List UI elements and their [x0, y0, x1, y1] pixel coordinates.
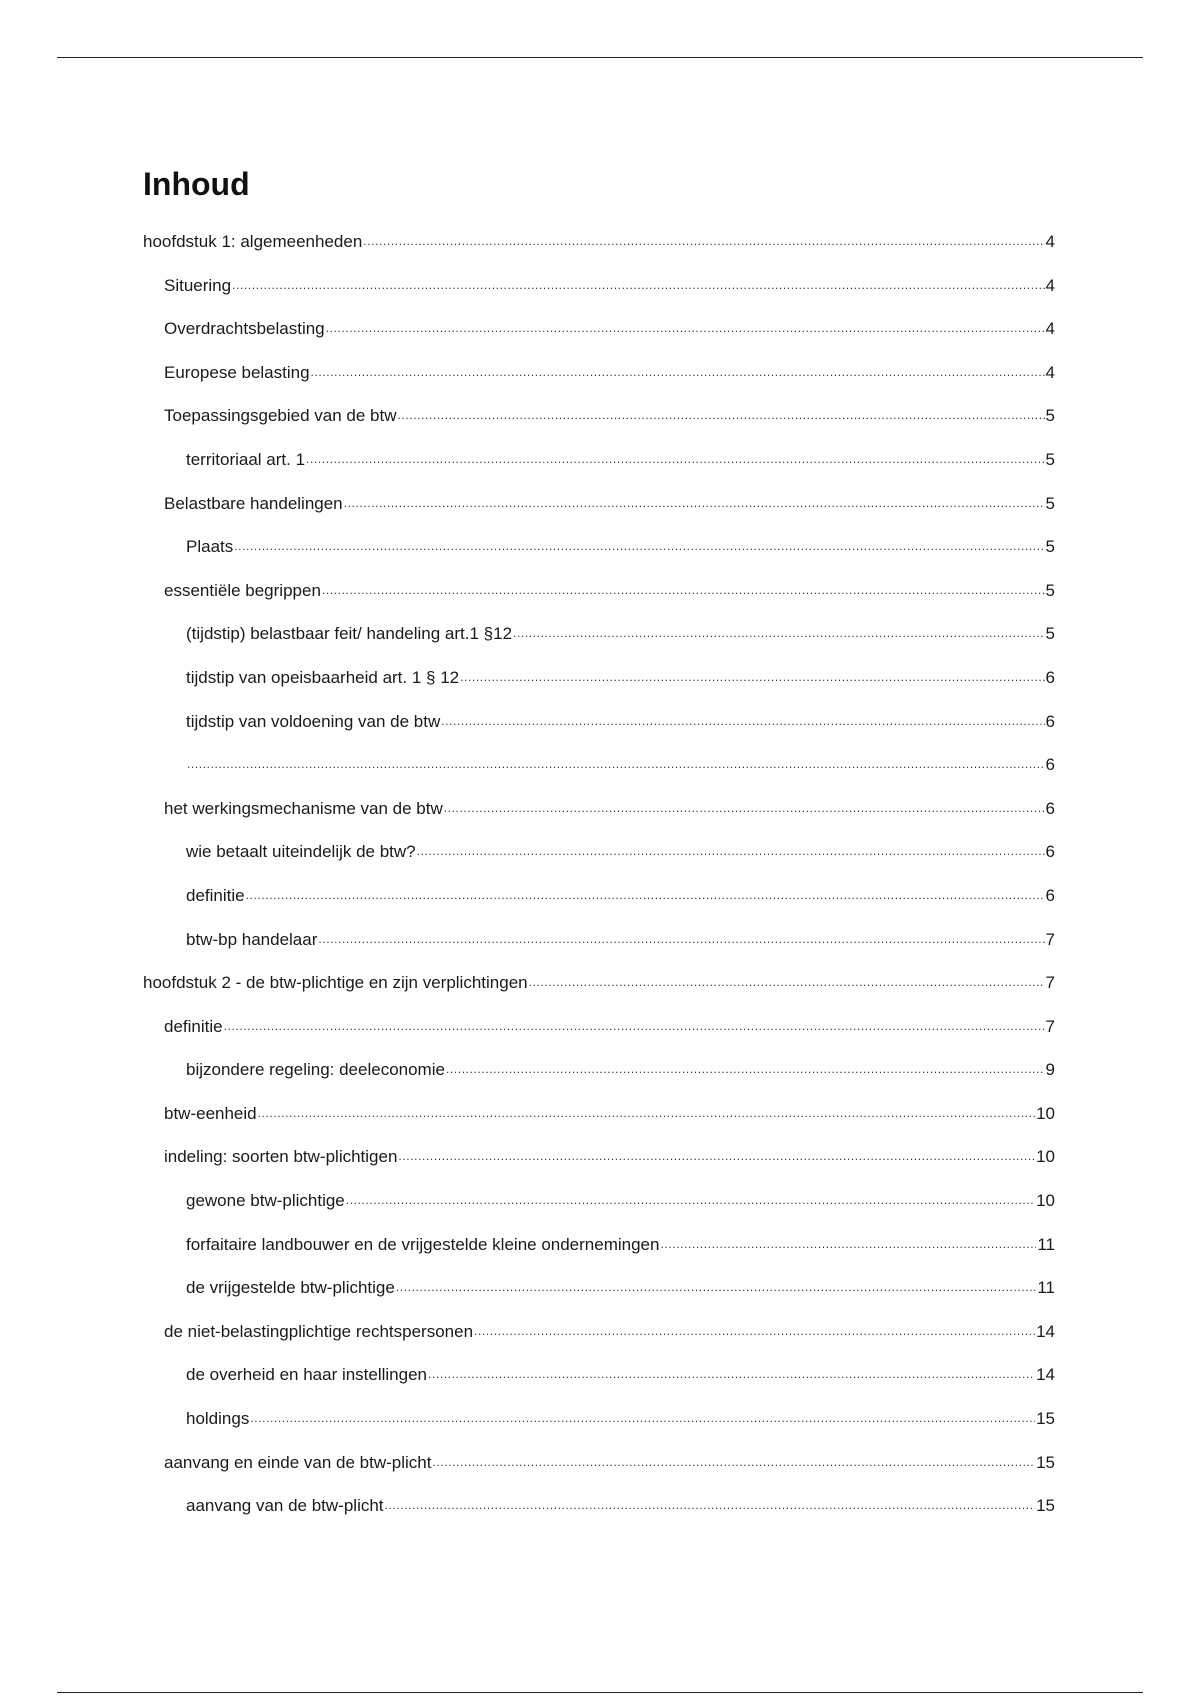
toc-entry[interactable] — [143, 751, 1055, 795]
toc-entry-page-number: 4 — [1045, 232, 1055, 251]
toc-entry-page-number: 5 — [1045, 580, 1055, 600]
toc-entry[interactable] — [143, 620, 1055, 664]
toc-entry-label: de vrijgestelde btw-plichtige — [186, 1278, 395, 1298]
toc-entry[interactable] — [143, 795, 1055, 839]
toc-entry[interactable] — [143, 1449, 1055, 1493]
toc-entry[interactable] — [143, 577, 1055, 621]
toc-dot-leader — [385, 1490, 1036, 1519]
toc-entry-label: aanvang en einde van de btw-plicht — [164, 1452, 432, 1472]
toc-entry-label: aanvang van de btw-plicht — [186, 1496, 384, 1516]
toc-entry-page-number: 5 — [1045, 537, 1055, 557]
toc-entry-page-number: 10 — [1036, 1103, 1055, 1123]
toc-entry[interactable] — [143, 446, 1055, 490]
toc-entry-page-number: 11 — [1037, 1234, 1055, 1254]
toc-dot-leader — [258, 1098, 1035, 1127]
toc-entry[interactable] — [143, 969, 1055, 1013]
toc-entry-label: Overdrachtsbelasting — [164, 319, 325, 339]
toc-dot-leader — [396, 1272, 1037, 1301]
toc-entry-label: het werkingsmechanisme van de btw — [164, 798, 443, 818]
page-title: Inhoud — [143, 166, 250, 202]
toc-entry-label: Belastbare handelingen — [164, 493, 343, 513]
toc-dot-leader — [346, 1185, 1035, 1214]
toc-entry-page-number: 7 — [1045, 1016, 1055, 1036]
toc-entry-page-number: 5 — [1045, 624, 1055, 644]
toc-dot-leader — [224, 1011, 1045, 1040]
toc-dot-leader — [441, 706, 1044, 735]
toc-entry-page-number: 4 — [1045, 362, 1055, 382]
toc-entry-page-number: 4 — [1045, 275, 1055, 295]
toc-entry[interactable] — [143, 1143, 1055, 1187]
toc-entry-label: wie betaalt uiteindelijk de btw? — [186, 842, 416, 862]
toc-entry-label: Toepassingsgebied van de btw — [164, 406, 397, 426]
toc-entry-label: holdings — [186, 1409, 250, 1429]
toc-entry-label: tijdstip van opeisbaarheid art. 1 § 12 — [186, 667, 460, 687]
toc-entry[interactable] — [143, 228, 1055, 272]
toc-dot-leader — [326, 313, 1045, 342]
toc-entry-label: Europese belasting — [164, 362, 310, 382]
toc-entry-page-number: 9 — [1045, 1060, 1055, 1080]
toc-entry[interactable] — [143, 1492, 1055, 1536]
toc-entry-label: bijzondere regeling: deeleconomie — [186, 1060, 445, 1080]
toc-entry[interactable] — [143, 926, 1055, 970]
toc-entry-label: definitie — [164, 1016, 223, 1036]
toc-entry-page-number: 6 — [1045, 885, 1055, 905]
toc-dot-leader — [446, 1054, 1045, 1083]
toc-dot-leader — [428, 1359, 1035, 1388]
toc-dot-leader — [417, 836, 1045, 865]
toc-entry-page-number: 6 — [1045, 842, 1055, 862]
toc-entry-label: definitie — [186, 885, 245, 905]
toc-entry[interactable] — [143, 1100, 1055, 1144]
toc-entry-label: forfaitaire landbouwer en de vrijgestelde kleine ondernemingen — [186, 1234, 660, 1254]
footer-rule — [57, 1692, 1143, 1693]
toc-entry-page-number: 7 — [1045, 973, 1055, 993]
toc-entry[interactable] — [143, 838, 1055, 882]
toc-dot-leader — [250, 1403, 1035, 1432]
toc-dot-leader — [398, 1141, 1035, 1170]
toc-dot-leader — [311, 357, 1045, 386]
table-of-contents — [143, 228, 1055, 1536]
toc-entry[interactable] — [143, 315, 1055, 359]
toc-entry-page-number: 6 — [1045, 755, 1055, 775]
toc-entry[interactable] — [143, 272, 1055, 316]
toc-entry[interactable] — [143, 490, 1055, 534]
toc-entry-label: Plaats — [186, 537, 234, 557]
toc-entry-page-number: 15 — [1036, 1452, 1055, 1472]
toc-entry-label: de niet-belastingplichtige rechtspersonen — [164, 1321, 474, 1341]
toc-dot-leader — [363, 226, 1044, 255]
toc-dot-leader — [318, 924, 1044, 953]
toc-dot-leader — [529, 967, 1045, 996]
toc-dot-leader — [460, 662, 1044, 691]
toc-entry-label: essentiële begrippen — [164, 580, 321, 600]
toc-entry-label: btw-eenheid — [164, 1103, 257, 1123]
toc-entry-page-number: 15 — [1036, 1409, 1055, 1429]
toc-dot-leader — [306, 444, 1044, 473]
toc-entry-page-number: 5 — [1045, 449, 1055, 469]
toc-entry-label: (tijdstip) belastbaar feit/ handeling art.1 §12 — [186, 624, 513, 644]
toc-dot-leader — [513, 618, 1045, 647]
toc-entry[interactable] — [143, 1013, 1055, 1057]
toc-entry[interactable] — [143, 1405, 1055, 1449]
toc-entry[interactable] — [143, 1361, 1055, 1405]
toc-entry-page-number: 6 — [1045, 798, 1055, 818]
toc-entry[interactable] — [143, 1318, 1055, 1362]
toc-entry-page-number: 10 — [1036, 1191, 1055, 1211]
toc-entry-page-number: 7 — [1045, 929, 1055, 949]
toc-dot-leader — [444, 793, 1045, 822]
toc-dot-leader — [474, 1316, 1035, 1345]
toc-dot-leader — [234, 531, 1044, 560]
toc-entry-label: tijdstip van voldoening van de btw — [186, 711, 441, 731]
toc-dot-leader — [344, 488, 1045, 517]
toc-dot-leader — [398, 400, 1045, 429]
toc-entry-page-number: 10 — [1036, 1147, 1055, 1167]
toc-dot-leader — [432, 1447, 1035, 1476]
toc-entry-page-number: 4 — [1045, 319, 1055, 339]
toc-entry-page-number: 6 — [1045, 711, 1055, 731]
toc-entry-label: gewone btw-plichtige — [186, 1191, 345, 1211]
toc-entry[interactable] — [143, 708, 1055, 752]
toc-entry-page-number: 6 — [1045, 667, 1055, 687]
toc-dot-leader — [232, 270, 1044, 299]
toc-entry-page-number: 11 — [1037, 1278, 1055, 1298]
toc-entry[interactable] — [143, 359, 1055, 403]
toc-entry[interactable] — [143, 1231, 1055, 1275]
toc-entry[interactable] — [143, 664, 1055, 708]
toc-dot-leader — [246, 880, 1045, 909]
toc-entry-label: territoriaal art. 1 — [186, 449, 306, 469]
toc-entry-label: Situering — [164, 275, 232, 295]
toc-entry[interactable] — [143, 1274, 1055, 1318]
header-rule — [57, 57, 1143, 58]
toc-entry[interactable] — [143, 1187, 1055, 1231]
toc-entry-page-number: 5 — [1045, 493, 1055, 513]
toc-dot-leader — [322, 575, 1045, 604]
toc-entry[interactable] — [143, 1056, 1055, 1100]
toc-entry-label: indeling: soorten btw-plichtigen — [164, 1147, 398, 1167]
toc-entry-label: btw-bp handelaar — [186, 929, 318, 949]
toc-entry-label: de overheid en haar instellingen — [186, 1365, 428, 1385]
toc-entry-page-number: 15 — [1036, 1496, 1055, 1516]
toc-entry-label: hoofdstuk 2 - de btw-plichtige en zijn verplichtingen — [143, 973, 528, 993]
toc-dot-leader — [187, 749, 1045, 778]
toc-dot-leader — [660, 1229, 1036, 1258]
toc-entry-page-number: 14 — [1036, 1321, 1055, 1341]
toc-entry-page-number: 14 — [1036, 1365, 1055, 1385]
toc-entry[interactable] — [143, 402, 1055, 446]
toc-entry-page-number: 5 — [1045, 406, 1055, 426]
toc-entry[interactable] — [143, 533, 1055, 577]
toc-entry-label: hoofdstuk 1: algemeenheden — [143, 232, 363, 251]
toc-entry[interactable] — [143, 882, 1055, 926]
